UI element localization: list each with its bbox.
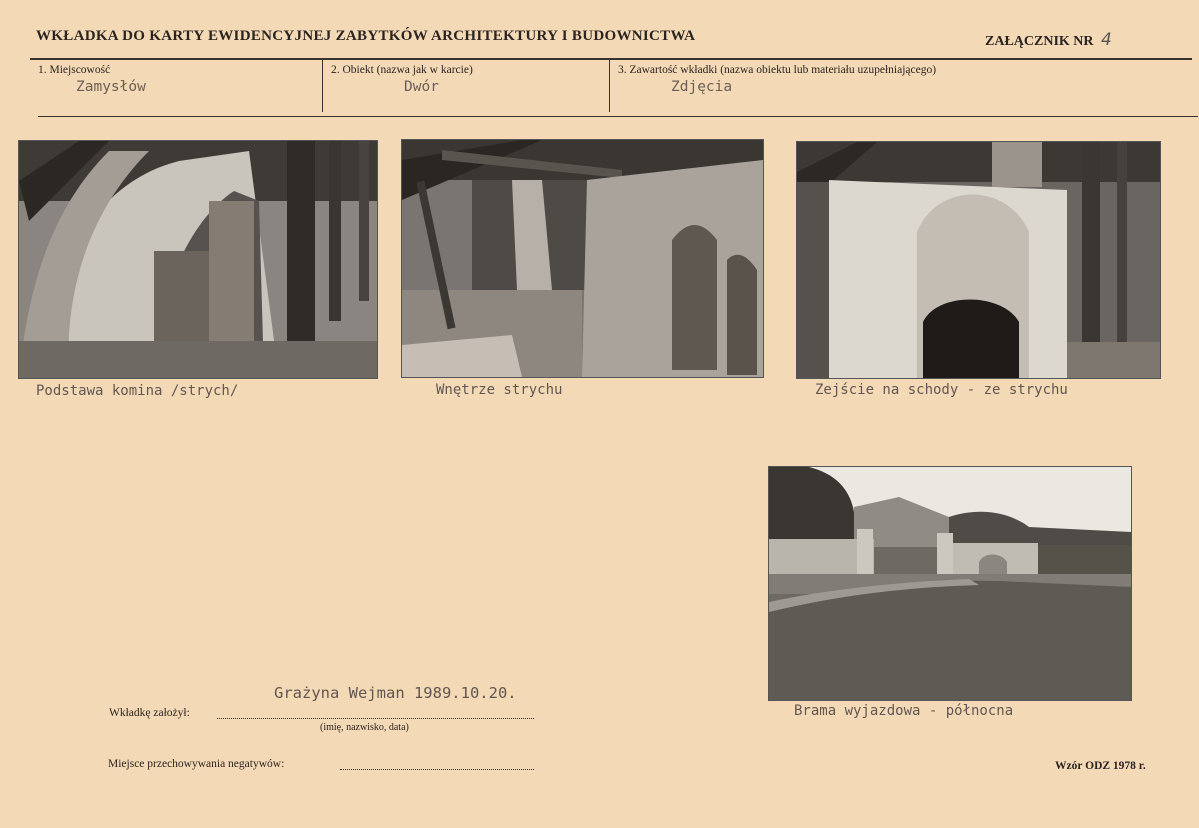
fields-rule [38, 116, 1198, 117]
attachment-number-value: 4 [1101, 30, 1112, 50]
template-version: Wzór ODZ 1978 r. [1055, 760, 1146, 772]
field-object-value: Dwór [404, 79, 439, 95]
header-rule [30, 58, 1192, 60]
author-signature: Grażyna Wejman 1989.10.20. [274, 684, 517, 702]
attachment-number [985, 30, 1112, 50]
photo-caption: Zejście na schody - ze strychu [815, 382, 1068, 398]
negatives-label: Miejsce przechowywania negatywów: [108, 758, 285, 770]
author-hint: (imię, nazwisko, data) [320, 722, 409, 733]
negatives-line [340, 769, 534, 770]
field-locality-label: 1. Miejscowość [38, 64, 111, 76]
field-divider [609, 60, 610, 112]
form-title: WKŁADKA DO KARTY EWIDENCYJNEJ ZABYTKÓW ARCHITEKTURY I BUDOWNICTWA [36, 28, 696, 44]
field-content-value: Zdjęcia [671, 79, 733, 95]
photo-chimney-base [18, 140, 378, 379]
photo-caption: Brama wyjazdowa - północna [794, 703, 1014, 719]
field-content-label: 3. Zawartość wkładki (nazwa obiektu lub materiału uzupełniającego) [618, 64, 937, 76]
photo-stair-descent [796, 141, 1161, 379]
photo-caption: Wnętrze strychu [436, 382, 563, 398]
attachment-label: ZAŁĄCZNIK NR [985, 34, 1094, 49]
field-object-label: 2. Obiekt (nazwa jak w karcie) [331, 64, 473, 76]
field-locality-value: Zamysłów [76, 79, 146, 95]
photo-attic-interior [401, 139, 764, 378]
photo-entrance-gate [768, 466, 1132, 701]
author-line [217, 718, 534, 719]
field-divider [322, 60, 323, 112]
photo-caption: Podstawa komina /strych/ [36, 383, 239, 399]
author-label: Wkładkę założył: [109, 707, 190, 719]
